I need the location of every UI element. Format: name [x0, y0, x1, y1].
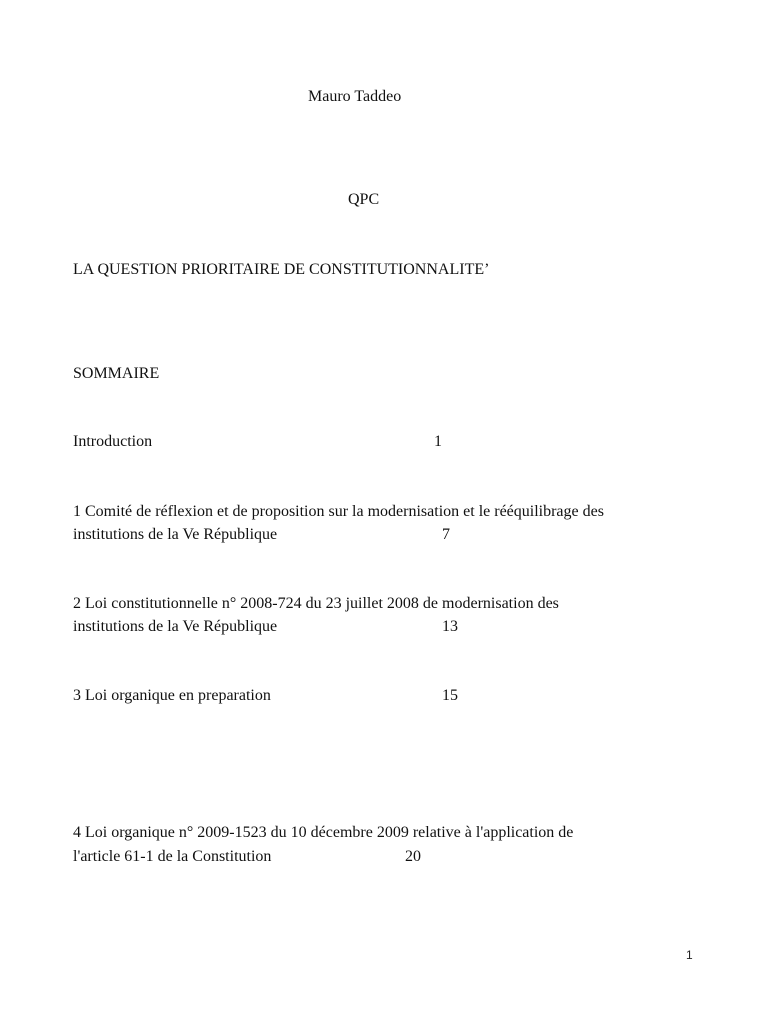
toc-entry-label: 4 Loi organique n° 2009-1523 du 10 décembre 2009 relative à l'application de: [73, 824, 574, 841]
toc-entry-label: 2 Loi constitutionnelle n° 2008-724 du 23 juillet 2008 de modernisation des: [73, 595, 559, 612]
toc-entry-label-continued: institutions de la Ve République: [73, 618, 278, 635]
toc-entry-label: Introduction: [73, 433, 153, 450]
document-title: LA QUESTION PRIORITAIRE DE CONSTITUTIONNALITE’: [73, 261, 490, 278]
page-number: 1: [686, 948, 693, 962]
toc-entry-label: 1 Comité de réflexion et de proposition sur la modernisation et le rééquilibrage des: [73, 503, 604, 520]
author-name: Mauro Taddeo: [308, 88, 402, 105]
toc-entry-page: 13: [442, 618, 458, 635]
toc-entry-label-continued: l'article 61-1 de la Constitution: [73, 848, 272, 865]
toc-entry-page: 1: [434, 433, 442, 450]
toc-entry-label: 3 Loi organique en preparation: [73, 687, 271, 704]
toc-entry-page: 20: [405, 848, 421, 865]
toc-entry-page: 15: [442, 687, 458, 704]
summary-heading: SOMMAIRE: [73, 365, 160, 382]
toc-entry-label-continued: institutions de la Ve République: [73, 526, 278, 543]
toc-entry-page: 7: [442, 526, 450, 543]
document-acronym: QPC: [348, 191, 380, 208]
